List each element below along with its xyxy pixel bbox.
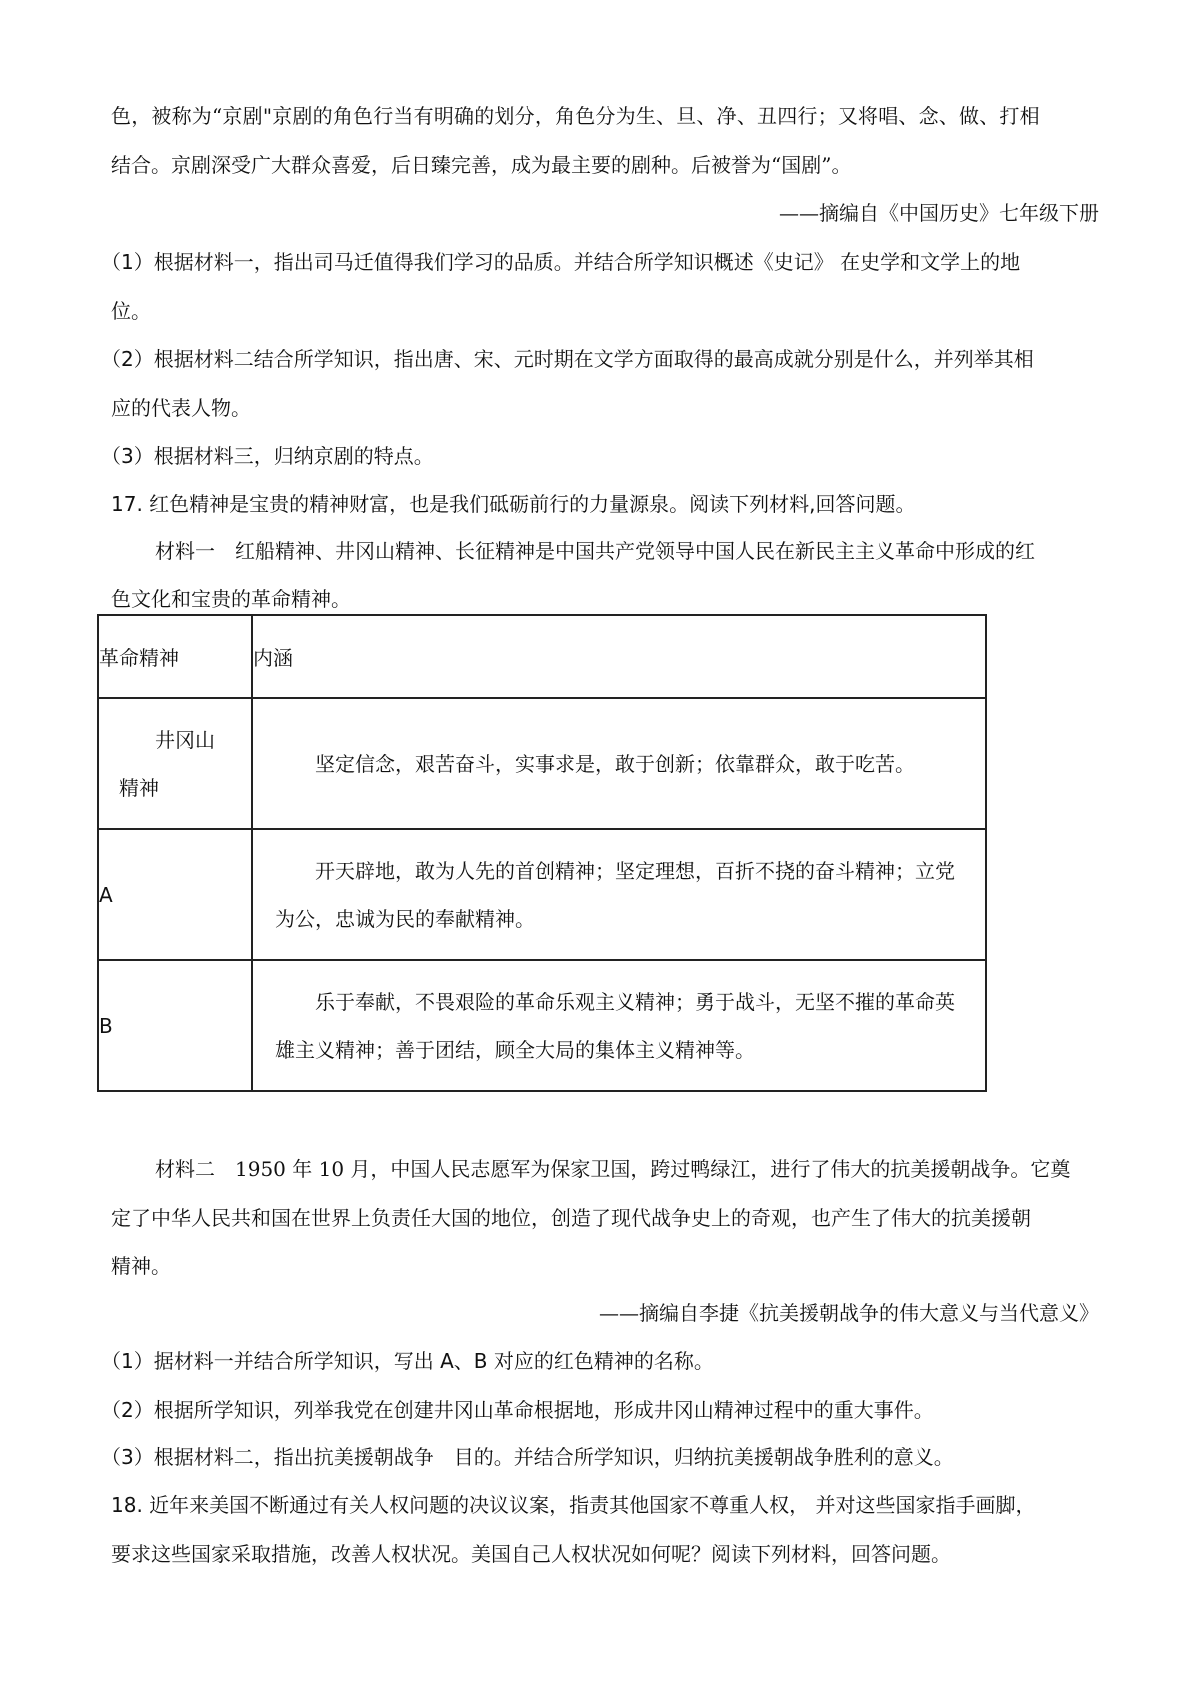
table-cell-name: A [98,829,252,960]
question-item: （2）根据材料二结合所学知识，指出唐、宋、元时期在文学方面取得的最高成就分别是什么，并列举其相 [101,347,1034,371]
material-line: 定了中华人民共和国在世界上负责任大国的地位，创造了现代战争史上的奇观，也产生了伟大的抗美援朝 [111,1206,1031,1230]
paragraph-line: 结合。京剧深受广大群众喜爱，后日臻完善，成为最主要的剧种。后被誉为“国剧”。 [111,153,852,177]
spirit-content: 坚定信念，艰苦奋斗，实事求是，敢于创新；依靠群众，敢于吃苦。 [315,751,915,776]
table-cell-name [98,698,252,829]
material-line: 材料一 红船精神、井冈山精神、长征精神是中国共产党领导中国人民在新民主主义革命中形成的红 [155,539,1035,563]
question-stem: 17. 红色精神是宝贵的精神财富，也是我们砥砺前行的力量源泉。阅读下列材料,回答问题。 [111,492,916,516]
table-cell-name: B [98,960,252,1091]
source-citation: ——摘编自李捷《抗美援朝战争的伟大意义与当代意义》 [599,1301,1099,1325]
table-cell-content [252,960,986,1091]
question-item: 应的代表人物。 [111,396,251,420]
table-header-cell: 内涵 [252,615,986,698]
table-row [98,960,986,1091]
question-item: 位。 [111,299,151,323]
spirit-name: 井冈山精神 [119,727,215,800]
question-stem: 18. 近年来美国不断通过有关人权问题的决议议案，指责其他国家不尊重人权， 并对这些国家指手画脚， [111,1493,1036,1517]
material-line: 材料二 1950 年 10 月，中国人民志愿军为保家卫国，跨过鸭绿江，进行了伟大的抗美援朝战争。它奠 [155,1157,1071,1181]
question-item: （3）根据材料三，归纳京剧的特点。 [101,444,434,468]
question-item: （1）据材料一并结合所学知识，写出 A、B 对应的红色精神的名称。 [101,1349,714,1373]
table-cell-content [252,698,986,829]
table-header-row [98,615,986,698]
spirit-content: 乐于奉献，不畏艰险的革命乐观主义精神；勇于战斗，无坚不摧的革命英雄主义精神；善于团结，顾全大局的集体主义精神等。 [275,989,955,1062]
material-line: 色文化和宝贵的革命精神。 [111,587,351,611]
spirit-table [97,614,987,1092]
question-item: （1）根据材料一，指出司马迁值得我们学习的品质。并结合所学知识概述《史记》 在史学和文学上的地 [101,250,1021,274]
table-row [98,698,986,829]
question-stem: 要求这些国家采取措施，改善人权状况。美国自己人权状况如何呢？阅读下列材料，回答问题。 [111,1542,951,1566]
source-citation: ——摘编自《中国历史》七年级下册 [779,201,1099,225]
question-item: （3）根据材料二，指出抗美援朝战争 目的。并结合所学知识，归纳抗美援朝战争胜利的意义。 [101,1445,954,1469]
table-header-cell: 革命精神 [98,615,252,698]
spirit-content: 开天辟地，敢为人先的首创精神；坚定理想，百折不挠的奋斗精神；立党为公，忠诚为民的奉献精神。 [275,858,955,931]
table-cell-content [252,829,986,960]
table-row [98,829,986,960]
paragraph-line: 色，被称为“京剧"京剧的角色行当有明确的划分，角色分为生、旦、净、丑四行；又将唱、念、做、打相 [111,104,1040,128]
material-line: 精神。 [111,1254,171,1278]
question-item: （2）根据所学知识，列举我党在创建井冈山革命根据地，形成井冈山精神过程中的重大事件。 [101,1398,934,1422]
